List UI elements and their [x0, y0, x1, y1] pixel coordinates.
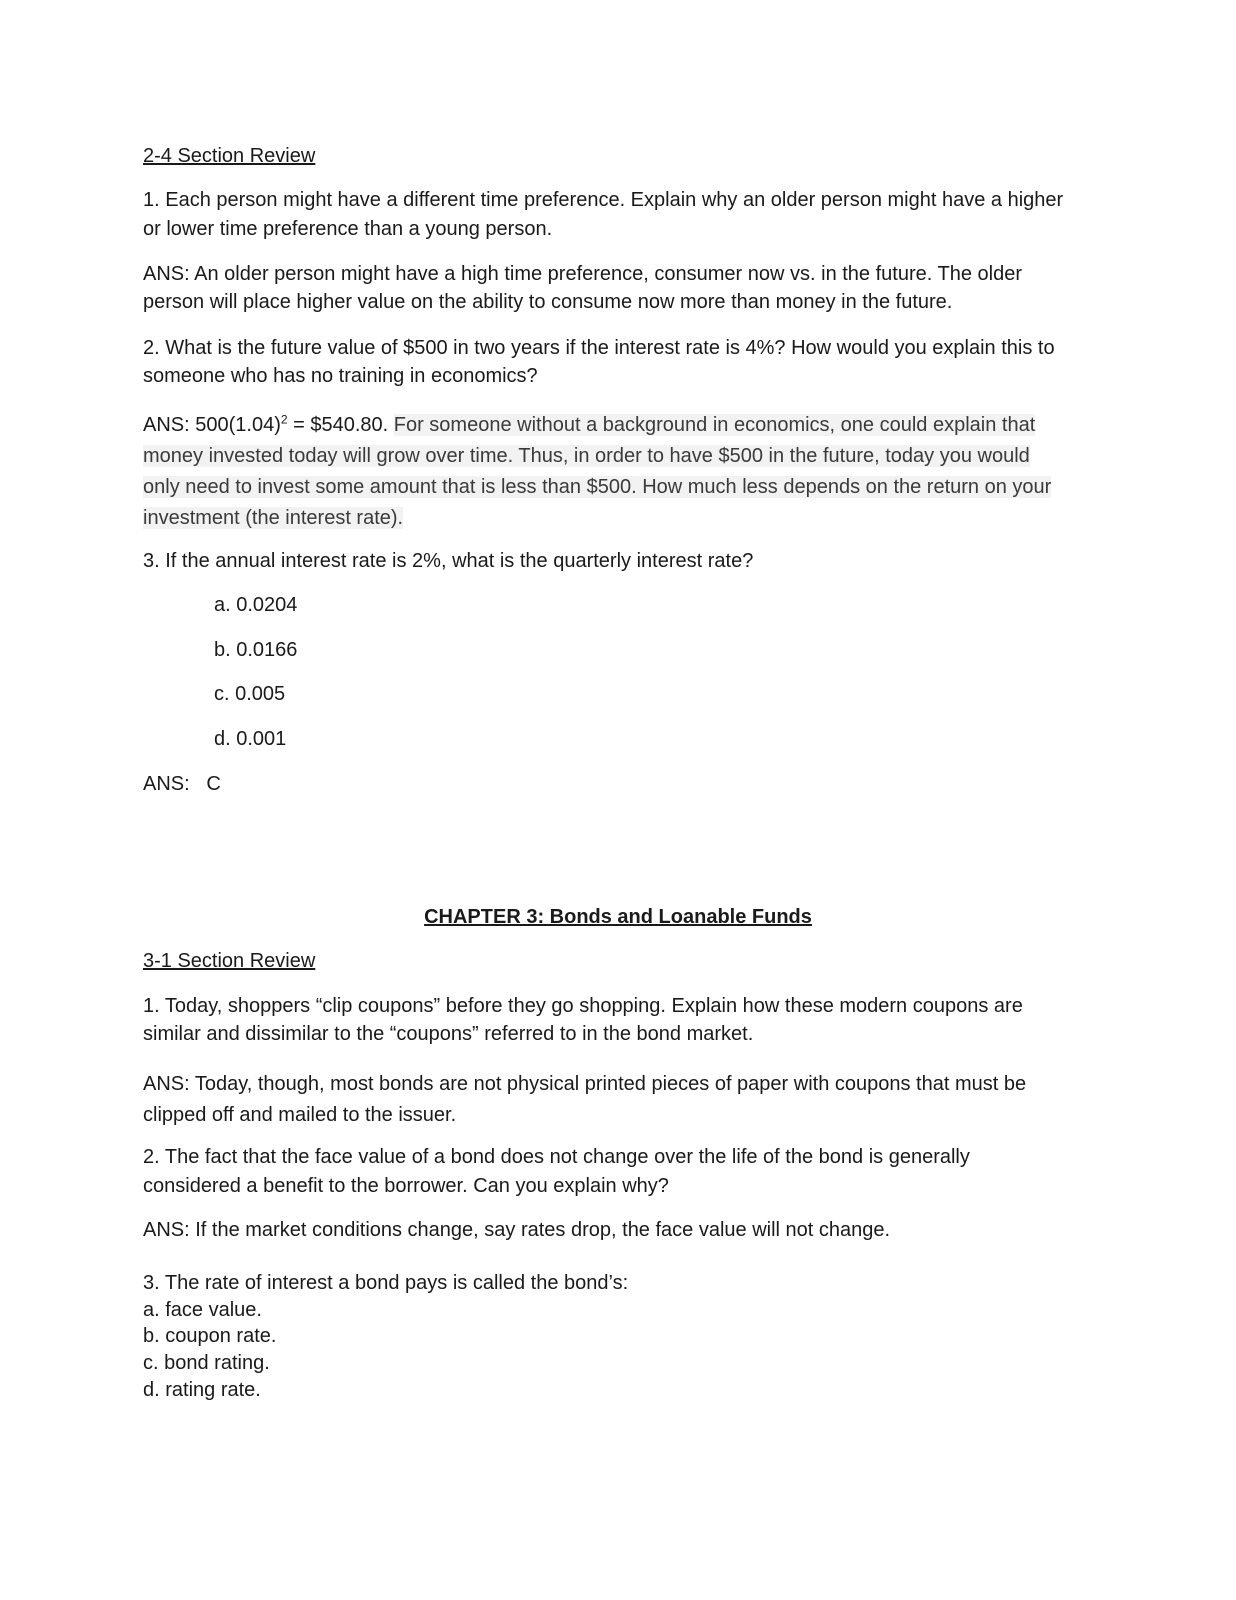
s24-q2-answer-line-3: [143, 472, 1051, 503]
s31-q1-answer-line-1: ANS: Today, though, most bonds are not physical printed pieces of paper with coupons that must be: [143, 1073, 1027, 1095]
s31-q3-option-b: b. coupon rate.: [143, 1325, 277, 1347]
s24-q2-answer-line-2: [143, 441, 1030, 472]
s31-q1-line-2: similar and dissimilar to the “coupons” referred to in the bond market.: [143, 1023, 754, 1045]
s24-q2-line-1: 2. What is the future value of $500 in two years if the interest rate is 4%? How would you explain this to: [143, 337, 1055, 359]
s31-q1-line-1: 1. Today, shoppers “clip coupons” before they go shopping. Explain how these modern coupons are: [143, 995, 1023, 1017]
s31-q1-answer-line-2: clipped off and mailed to the issuer.: [143, 1104, 457, 1126]
section-3-1-heading: 3-1 Section Review: [143, 950, 316, 972]
s24-q2-line-2: someone who has no training in economics?: [143, 365, 538, 387]
section-2-4-heading: 2-4 Section Review: [143, 145, 316, 167]
s24-q3-option-b: b. 0.0166: [214, 639, 298, 661]
s31-q2-answer: ANS: If the market conditions change, say rates drop, the face value will not change.: [143, 1219, 891, 1241]
s24-q3-answer: ANS: C: [143, 773, 221, 795]
s31-q2-line-1: 2. The fact that the face value of a bond does not change over the life of the bond is generally: [143, 1146, 970, 1168]
s24-q2-answer-exponent: 2: [280, 412, 288, 427]
s24-q2-answer-explanation-4: investment (the interest rate).: [143, 507, 404, 529]
s24-q1-line-2: or lower time preference than a young person.: [143, 218, 553, 240]
s24-q1-answer-line-2: person will place higher value on the ability to consume now more than money in the future.: [143, 291, 953, 313]
s24-q2-answer-explanation-2: money invested today will grow over time. Thus, in order to have $500 in the future, today you would: [143, 445, 1030, 467]
s31-q3-question: 3. The rate of interest a bond pays is called the bond’s:: [143, 1272, 629, 1294]
s24-q1-line-1: 1. Each person might have a different time preference. Explain why an older person might have a higher: [143, 189, 1064, 211]
s24-q3-option-a: a. 0.0204: [214, 594, 298, 616]
s24-q1-answer-line-1: ANS: An older person might have a high time preference, consumer now vs. in the future. The older: [143, 263, 1022, 285]
s24-q2-answer-line-1: [143, 410, 1035, 441]
s24-q3-option-d: d. 0.001: [214, 728, 287, 750]
s24-q2-answer-prefix: ANS: 500(1.04): [143, 414, 281, 436]
s31-q3-option-d: d. rating rate.: [143, 1379, 261, 1401]
s24-q2-answer-line-4: [143, 503, 403, 534]
s31-q3-option-a: a. face value.: [143, 1299, 262, 1321]
s24-q3-option-c: c. 0.005: [214, 683, 286, 705]
s24-q2-answer-explanation-3: only need to invest some amount that is less than $500. How much less depends on the return on your: [143, 476, 1052, 498]
s24-q2-answer-explanation: For someone without a background in economics, one could explain that: [393, 414, 1036, 436]
s24-q3-question: 3. If the annual interest rate is 2%, what is the quarterly interest rate?: [143, 550, 754, 572]
s31-q3-option-c: c. bond rating.: [143, 1352, 270, 1374]
s31-q2-line-2: considered a benefit to the borrower. Can you explain why?: [143, 1175, 669, 1197]
s24-q2-answer-equation: = $540.80.: [287, 414, 394, 436]
chapter-3-title: CHAPTER 3: Bonds and Loanable Funds: [424, 906, 812, 928]
